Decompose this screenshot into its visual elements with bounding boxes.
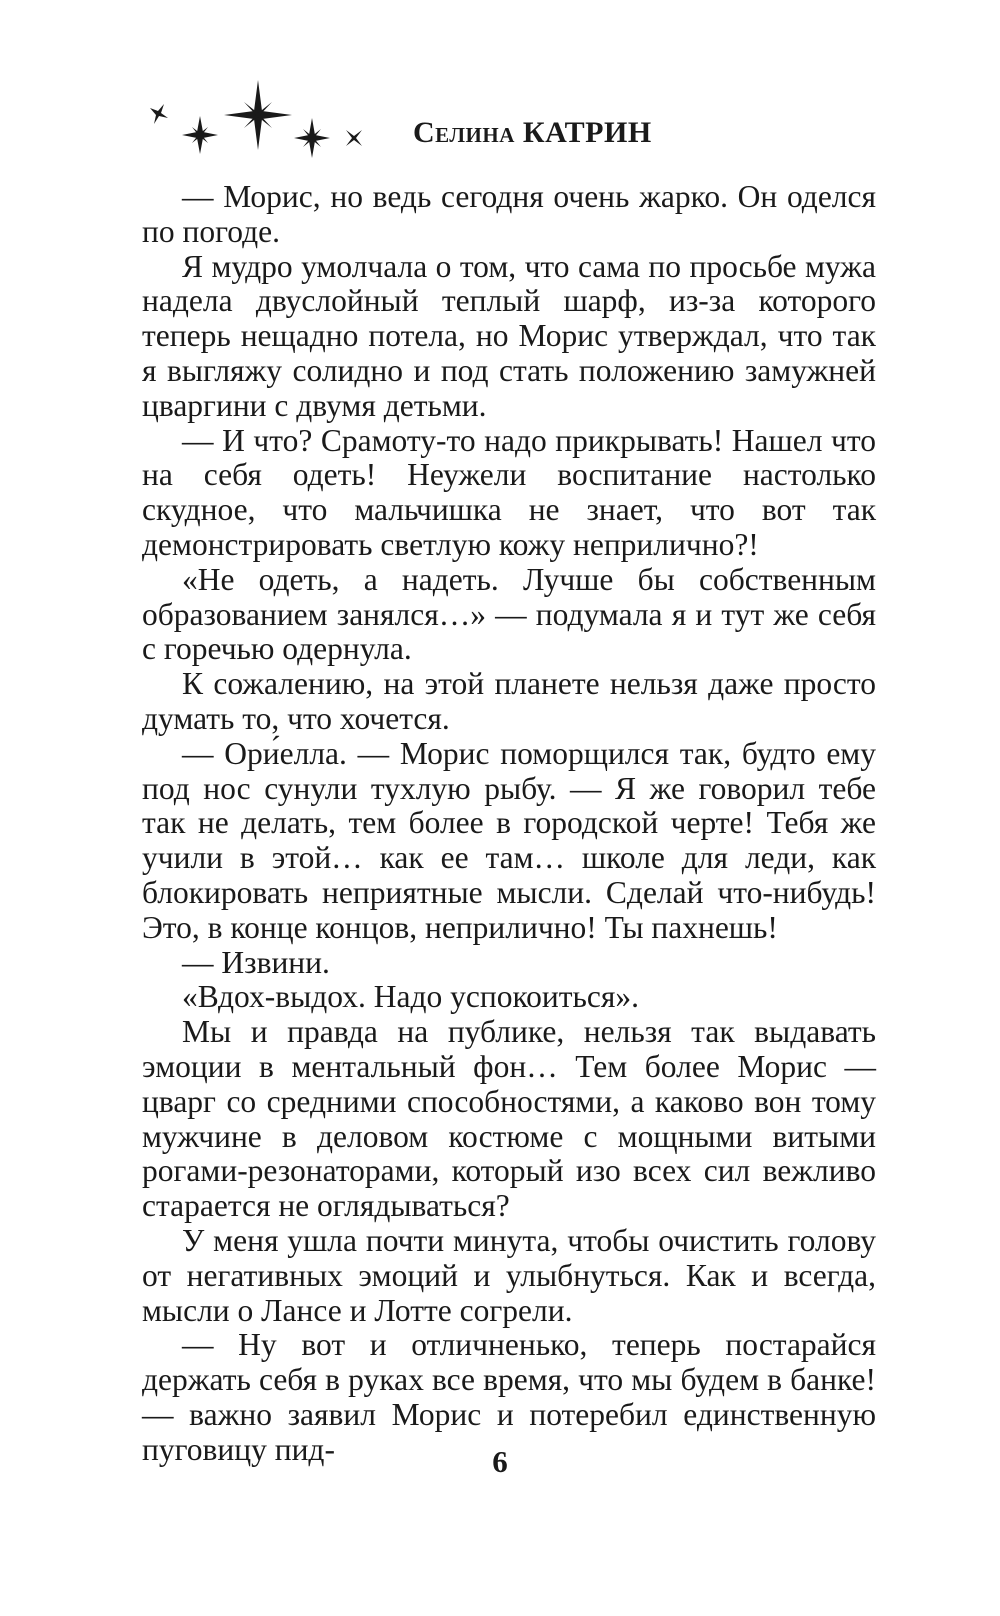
body-text [142,180,876,1467]
paragraph: — Извини. [182,944,330,980]
paragraph: К сожалению, на этой планете нельзя даже просто думать то, что хочется. [142,666,876,736]
paragraph: «Не одеть, а надеть. Лучше бы собственным образованием занялся…» — подумала я и тут же себя с горечью одернула. [142,561,876,667]
star-small-right-icon [346,130,362,146]
paragraph: У меня ушла почти минута, чтобы очистить голову от негативных эмоций и улыбнуться. Как и всегда, мысли о Лансе и Лотте согрели. [142,1222,876,1328]
star-small-icon [150,104,168,124]
author-first-name: Селина [413,116,515,149]
paragraph: Я мудро умолчала о том, что сама по просьбе мужа надела двуслойный теплый шарф, из-за которого теперь нещадно потела, но Морис утверждал, что так я выгляжу солидно и под стать положению замужней цваргини с двумя детьми. [142,248,876,423]
running-head-author [413,116,652,150]
running-header [140,78,880,170]
stars-ornament-icon [140,78,380,170]
paragraph: — И что? Срамоту-то надо прикрывать! Нашел что на себя одеть! Неужели воспитание настолько скудное, что мальчишка не знает, что вот так демонстрировать светлую кожу неприлично?! [142,422,876,562]
paragraph: — Ну вот и отличненько, теперь постарайся держать себя в руках все время, что мы будем в банке! — важно заявил Морис и потеребил единственную пуговицу пид- [142,1327,876,1467]
paragraph: — Морис, но ведь сегодня очень жарко. Он оделся по погоде. [142,179,876,249]
paragraph: — Ори́елла. — Морис поморщился так, будто ему под нос сунули тухлую рыбу. — Я же говорил тебе так не делать, тем более в городской черте! Тебя же учили в этой… как ее там… школе для леди, как блокировать неприятные мысли. Сделай что-нибудь! Это, в конце концов, неприлично! Ты пахнешь! [142,735,876,945]
page-number: 6 [492,1444,508,1479]
paragraph: «Вдох-выдох. Надо успокоиться». [182,979,639,1015]
author-last-name: КАТРИН [522,116,652,149]
paragraph: Мы и правда на публике, нельзя так выдавать эмоции в ментальный фон… Тем более Морис — цварг со средними способностями, а каково вон тому мужчине в деловом костюме с мощными витыми рогами-резонаторами, который изо всех сил вежливо старается не оглядываться? [142,1014,876,1224]
